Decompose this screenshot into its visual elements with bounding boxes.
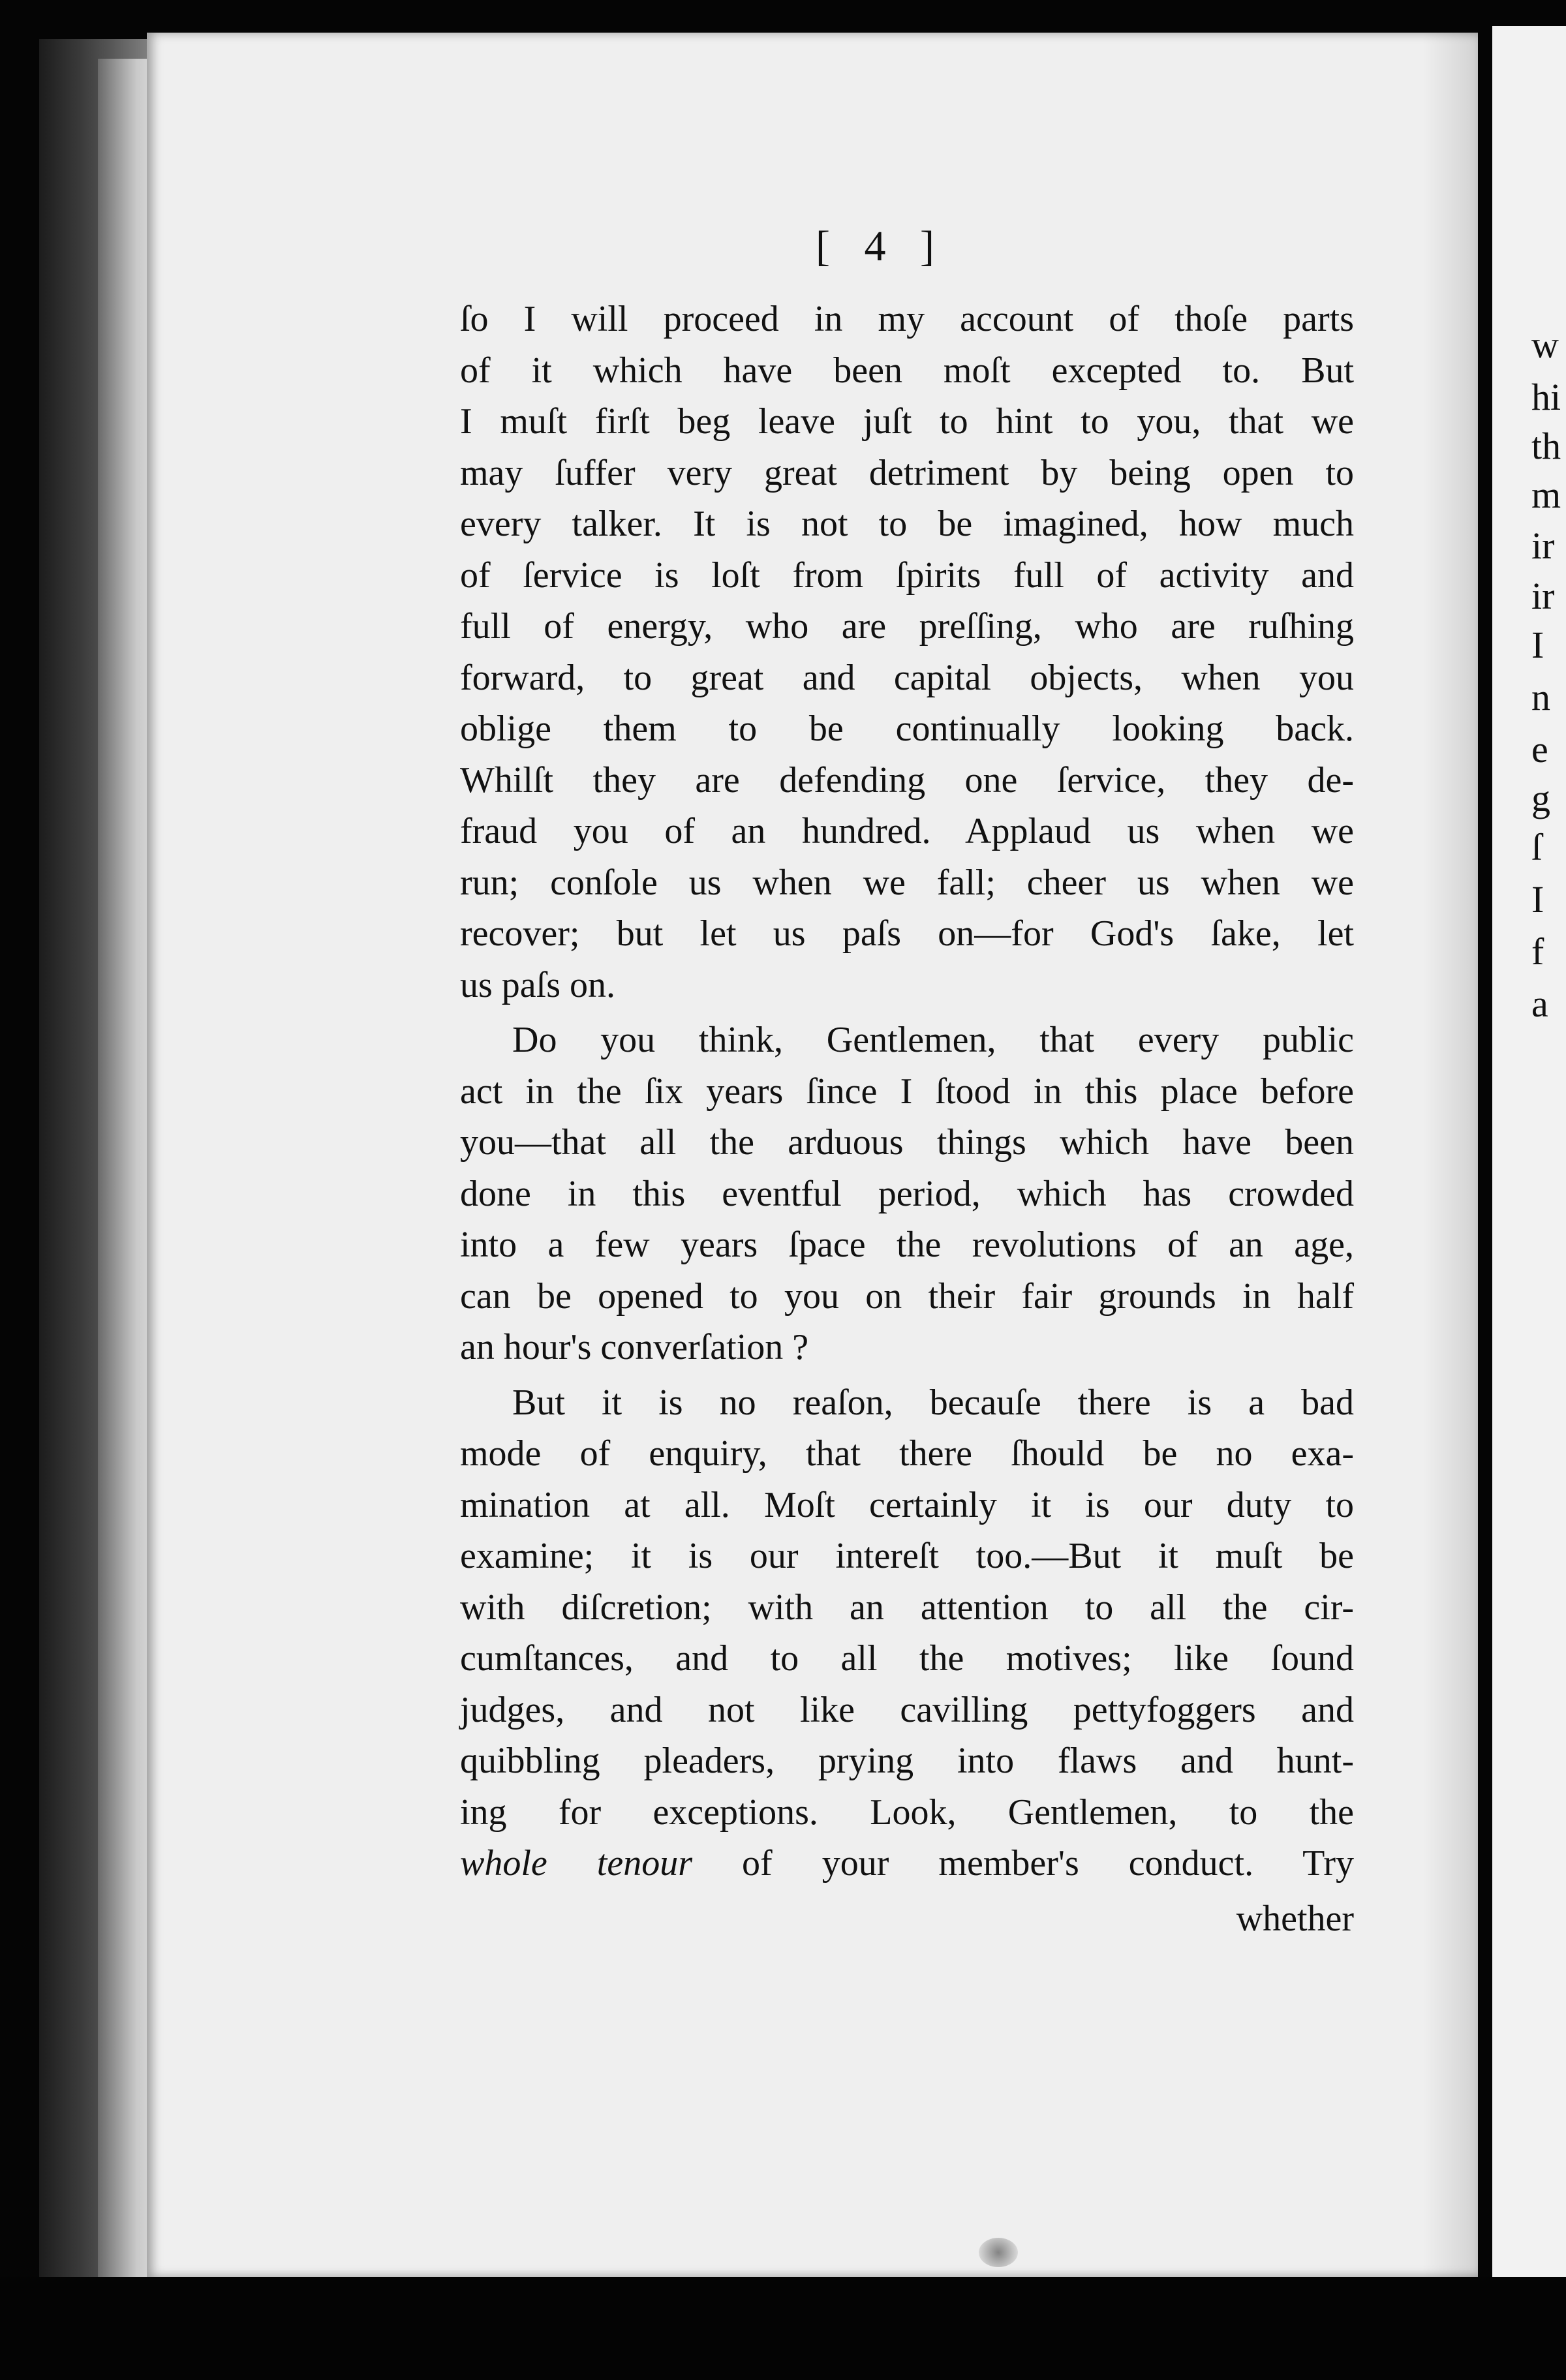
text-line: quibbling pleaders, prying into flaws and hunt- <box>460 1741 1354 1781</box>
page-stack-edge <box>98 59 153 2277</box>
text-line: an hour's converſation ? <box>460 1327 809 1367</box>
facing-text-fragment: th <box>1531 425 1561 467</box>
text-line: recover; but let us paſs on—for God's ſake, let <box>460 913 1354 954</box>
facing-text-fragment: n <box>1531 676 1550 718</box>
paragraph <box>460 294 1354 1011</box>
facing-page-fragment <box>1492 26 1566 2277</box>
facing-text-fragment: I <box>1531 624 1544 666</box>
paragraph <box>460 1015 1354 1373</box>
text-line: into a few years ſpace the revolutions of an age, <box>460 1225 1354 1265</box>
page-shadow <box>1422 33 1478 2277</box>
facing-text-fragment: g <box>1531 777 1550 819</box>
text-line: run; conſole us when we fall; cheer us when we <box>460 862 1354 903</box>
emphasis-text: whole tenour <box>460 1843 693 1884</box>
text-line: oblige them to be continually looking back. <box>460 709 1354 749</box>
text-line: forward, to great and capital objects, when you <box>460 657 1354 698</box>
paragraph <box>460 1377 1354 1889</box>
text-line: full of energy, who are preſſing, who are ruſhing <box>460 606 1354 647</box>
text-line: ing for exceptions. Look, Gentlemen, to the <box>460 1792 1354 1833</box>
text-line: of ſervice is loſt from ſpirits full of activity and <box>460 555 1354 596</box>
catchword: whether <box>1236 1898 1354 1939</box>
text-line: cumſtances, and to all the motives; like ſound <box>460 1638 1354 1679</box>
facing-text-fragment: hi <box>1531 376 1561 418</box>
facing-text-fragment: f <box>1531 930 1544 973</box>
page-number: [ 4 ] <box>816 222 946 270</box>
facing-text-fragment: e <box>1531 728 1548 770</box>
text-line: you—that all the arduous things which have been <box>460 1122 1354 1163</box>
text-line: may ſuffer very great detriment by being open to <box>460 452 1354 493</box>
page-gutter <box>1478 0 1492 2380</box>
text-line: done in this eventful period, which has crowded <box>460 1173 1354 1214</box>
facing-text-fragment: I <box>1531 878 1544 921</box>
text-line: mination at all. Moſt certainly it is our duty to <box>460 1484 1354 1525</box>
scan-bottom-border <box>0 2277 1566 2380</box>
text-line: ſo I will proceed in my account of thoſe parts <box>460 299 1354 339</box>
text-line: us paſs on. <box>460 964 615 1005</box>
text-line: fraud you of an hundred. Applaud us when we <box>460 811 1354 851</box>
body-text <box>460 294 1354 1944</box>
facing-text-fragment: w <box>1531 324 1559 366</box>
text-line-with-emphasis <box>460 1838 1354 1889</box>
facing-text-fragment: ſ <box>1531 826 1543 868</box>
ink-smudge <box>979 2238 1018 2267</box>
text-line: can be opened to you on their fair grounds in half <box>460 1275 1354 1317</box>
text-line: examine; it is our intereſt too.—But it muſt be <box>460 1536 1354 1576</box>
text-line: act in the ſix years ſince I ſtood in this place before <box>460 1071 1354 1112</box>
text-line: But it is no reaſon, becauſe there is a bad <box>512 1382 1354 1423</box>
text-line: every talker. It is not to be imagined, how much <box>460 504 1354 544</box>
text-line: judges, and not like cavilling pettyfoggers and <box>460 1689 1354 1730</box>
text-line: of it which have been moſt excepted to. But <box>460 350 1354 391</box>
text-fragment: of your member's conduct. Try <box>692 1843 1354 1884</box>
text-line: Do you think, Gentlemen, that every public <box>512 1020 1354 1060</box>
facing-text-fragment: ir <box>1531 525 1555 567</box>
facing-text-fragment: m <box>1531 474 1561 516</box>
facing-text-fragment: a <box>1531 983 1548 1025</box>
text-line: I muſt firſt beg leave juſt to hint to you, that we <box>460 401 1354 442</box>
text-line: with diſcretion; with an attention to all the cir- <box>460 1587 1354 1628</box>
text-line: Whilſt they are defending one ſervice, they de- <box>460 759 1354 801</box>
text-line: mode of enquiry, that there ſhould be no exa- <box>460 1433 1354 1474</box>
facing-text-fragment: ir <box>1531 575 1555 617</box>
